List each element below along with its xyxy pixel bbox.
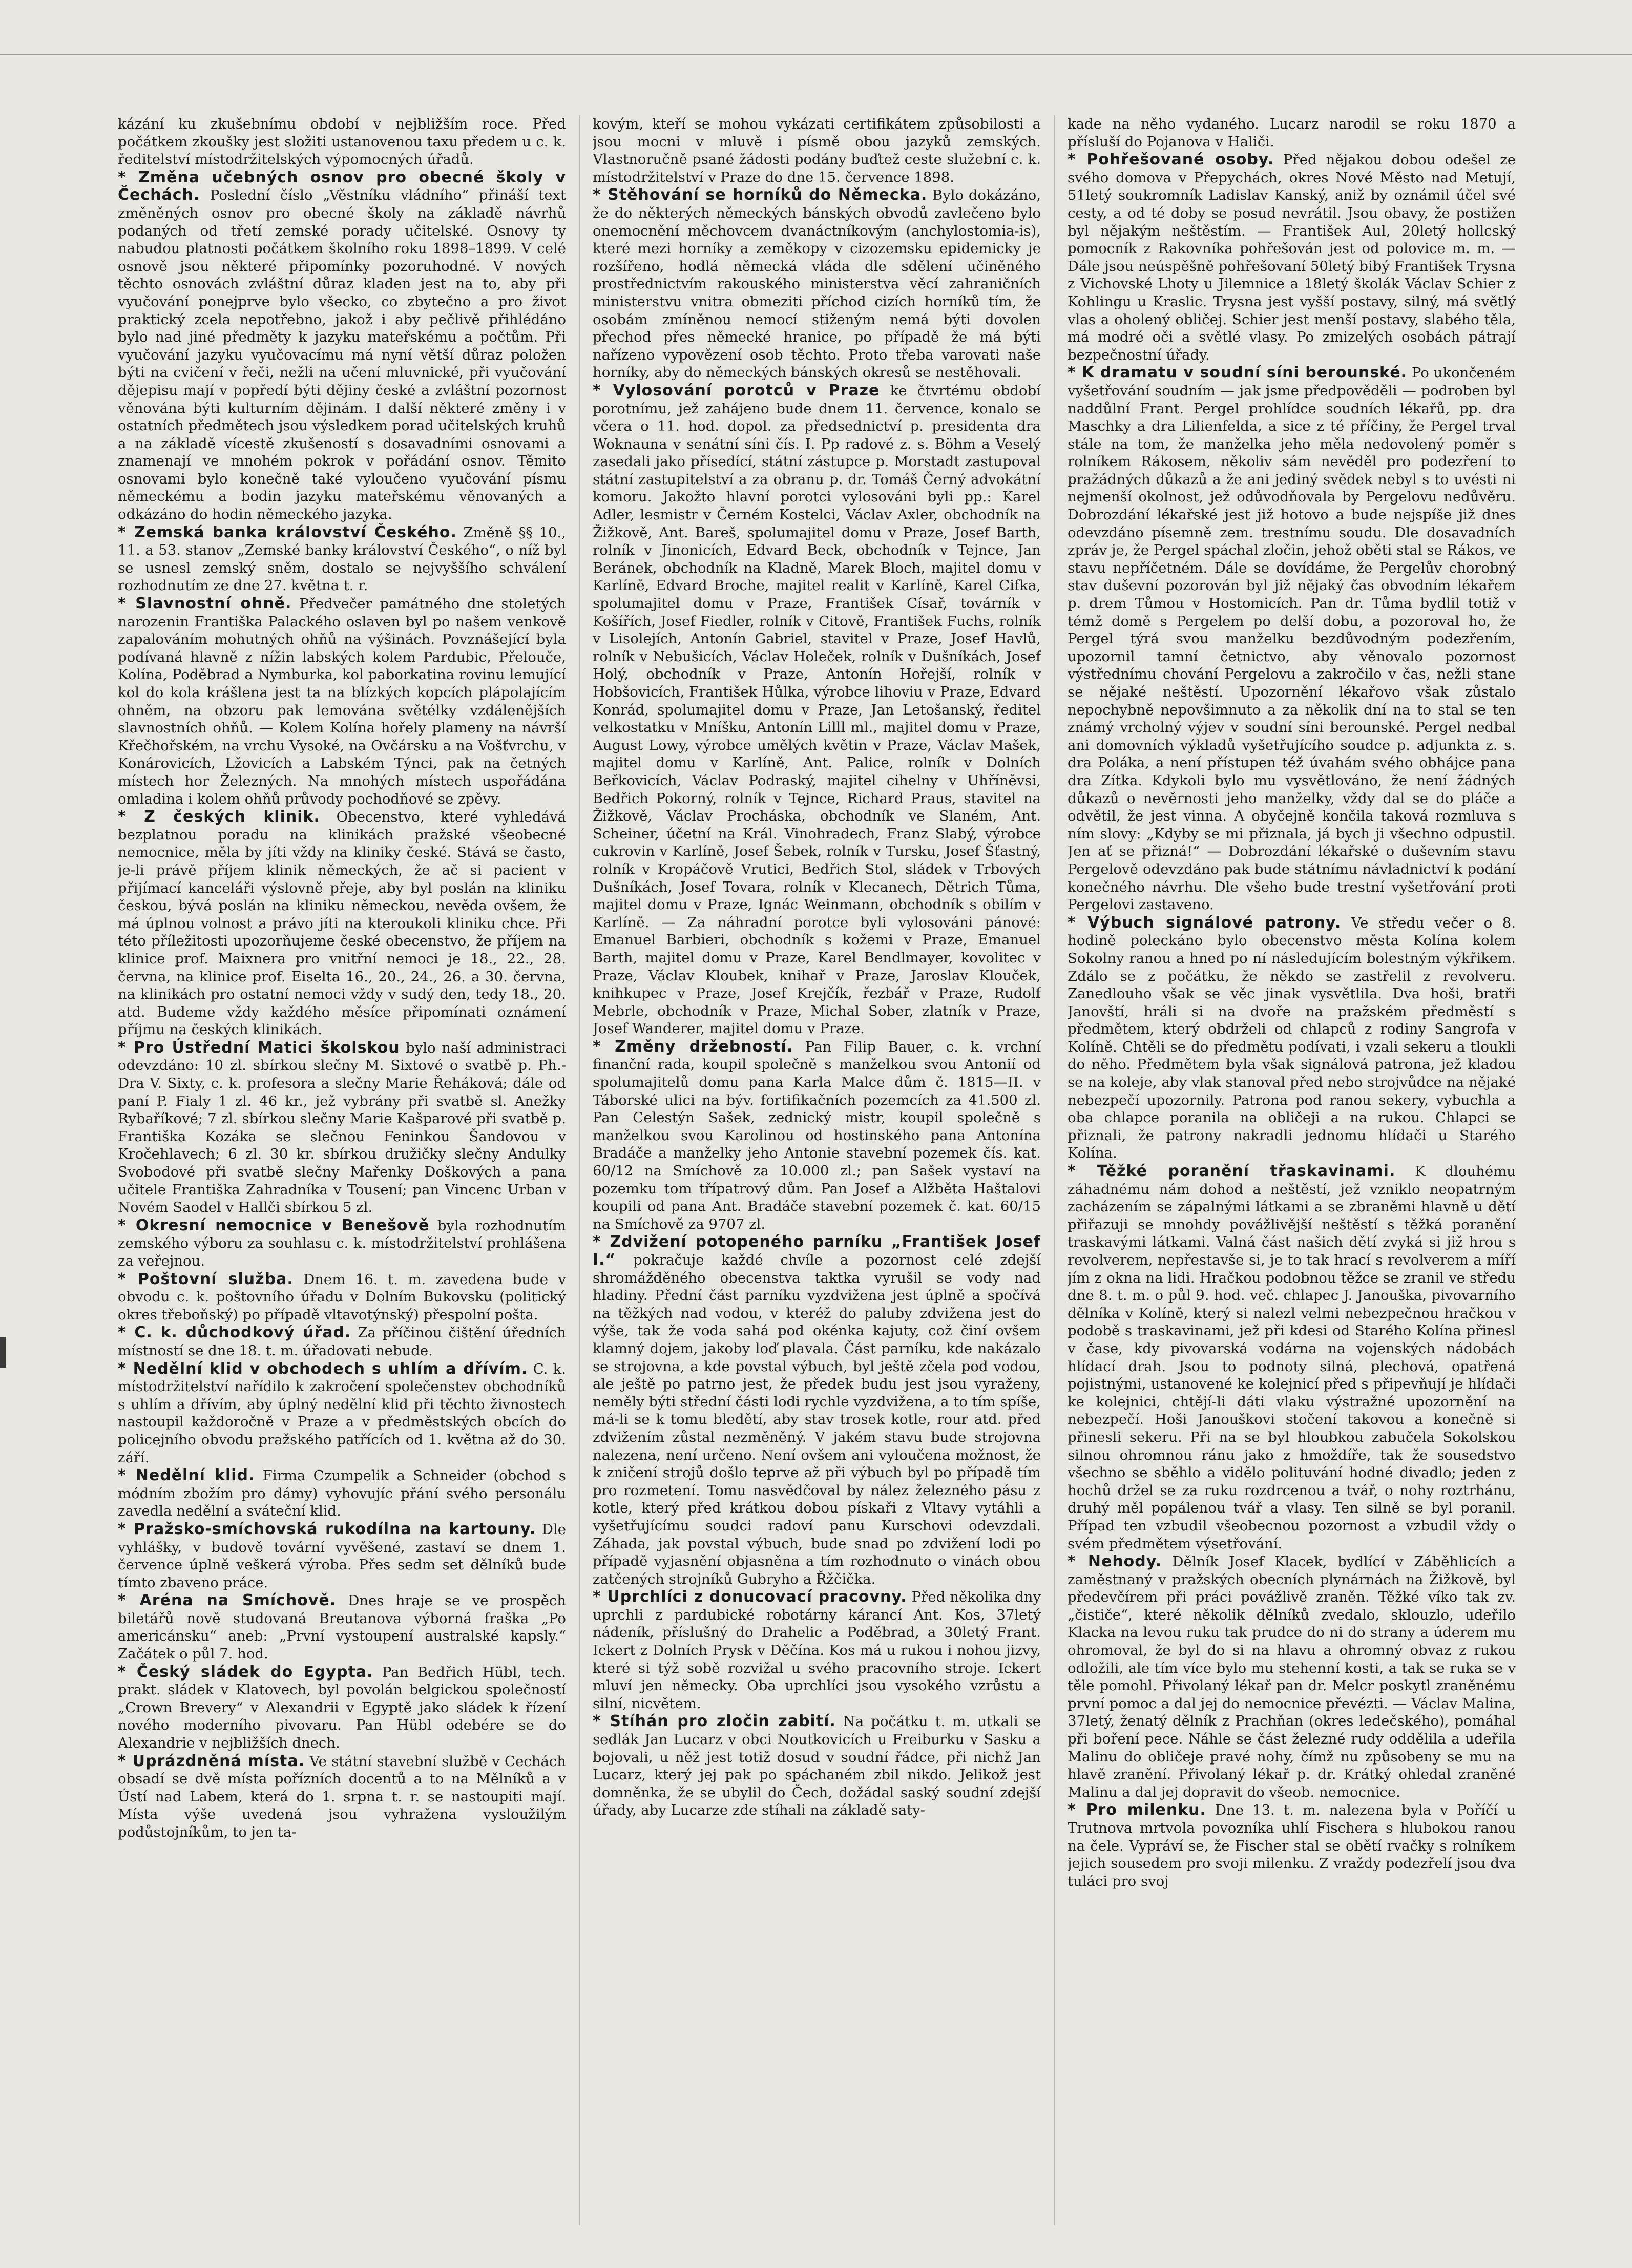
article-text: K dlouhému záhadnému nám dohod a neštěstí, jež vzniklo neopatrným zacházením se zápalnými látkami a se zbraněmi hlavně u dětí přiřazuji se mnohdy povážlivější neštěstí s těžká poranění traskavými látkami. Valná část našich dětí zvyká si již hrou s revolverem, nepřestavše si, je to tak hrací s revolverem a míří jím z okna na lidi. Hračkou podobnou těžce se zranil ve středu dne 8. t. m. o půl 9. hod. več. chlapec J. Janouška, pivovarního dělníka v Kolíně, který si nalezl velmi nebezpečnou hračkou v podobě s traskavinami, jež při kdesi od Starého Kolína přinesl v čase, kdy pivovarská vodárna na vojenských nádobách hlídací drah. Jsou to podnoty silná, plechová, opatřená pojistnými, ustanovené ke kolejnicí před s připevňují je hlídači ke kolejnici, chtějí-li dáti vlaku výstražné upozornění na nebezpečí. Hoši Janouškovi stočení takovou a konečně si přinesli sekeru. Při na se byl hloubkou zabučela Sokolskou silnou ohromnou ránu jako z hmoždíře, tak že sousedstvo všechno se sběhlo a vidělo polituvání hodné divadlo; jeden z hochů držel se za ruku rozdrcenou a tvář, o nohy roztrhánu, druhý měl popálenou tvář a vlasy. Ten silně se byl poranil. Případ ten vzbudil všeobecnou pozornost a vzbudil vždy o svém předmětem výsetřování. xyxy=(1068,1163,1516,1552)
article-paragraph xyxy=(593,382,1041,1038)
article-paragraph xyxy=(118,1360,566,1467)
article-headline: * Vylosování porotců v Praze xyxy=(593,381,880,400)
article-text: Na počátku t. m. utkali se sedlák Jan Lucarz v obci Noutkovicích u Freiburku v Sasku a bojovali, u něž jest totiž dosud v soudní řádce, při nichž Jan Lucarz, který jej pak po spáchaném zbil nikdo. Jelikož jest domněnka, že se ubylil do Čech, dožádal saský soudní zdejší úřady, aby Lucarze zde stíhali na základě saty- xyxy=(593,1713,1041,1819)
article-headline: * Zemská banka království Českého. xyxy=(118,523,457,541)
article-text: Dle vyhlášky, v budově tovární vyvěšené, zastaví se dnem 1. července úplně veškerá výroba. Přes sedm set dělníků bude tímto zbaveno práce. xyxy=(118,1521,566,1591)
article-paragraph xyxy=(593,1038,1041,1233)
top-rule xyxy=(0,54,1632,55)
article-text: byla rozhodnutím zemského výboru za souhlasu c. k. místodržitelství prohlášena za veřejnou. xyxy=(118,1217,566,1269)
article-headline: * Aréna na Smíchově. xyxy=(118,1591,337,1610)
article-paragraph xyxy=(118,1324,566,1359)
article-headline: * Stěhování se horníků do Německa. xyxy=(593,186,928,204)
article-paragraph xyxy=(1068,914,1516,1162)
article-text: Bylo dokázáno, že do některých německých bánských obvodů zavlečeno bylo onemocnění měchovcem dvanáctníkovým (anchylostomia-is), které mezi horníky a zeměkopy v cizozemsku epidemicky je rozšířeno, hodlá německá vláda dle sdělení učiněného prostřednictvím rakouského ministerstva věcí zahraničních ministerstvu vnitra obmeziti příchod cizích horníků tím, že osobám zmíněnou nemocí stiženým nemá býti dovolen přechod přes německé hranice, po případě že má býti nařízeno vypovězení osob těchto. Proto třeba varovati naše horníky, aby do německých bánských okresů se nestěhovali. xyxy=(593,187,1041,381)
article-headline: * Pro Ústřední Matici školskou xyxy=(118,1038,400,1057)
article-headline: * C. k. důchodkový úřad. xyxy=(118,1324,351,1342)
article-text: Po ukončeném vyšetřování soudním — jak jsme předpověděli — podroben byl naddůlní Frant. Pergel prohlídce soudních lékařů, pp. dra Maschky a dra Lilienfelda, a sice z té příčiny, že Pergel trval stále na tom, že manželka jeho měla nedovolený poměr s rolníkem Rákosem, několiv sám nevěděl pro podezření to pražádných důkazů a že ani jediný svědek nebyl s to uvésti ni nejmenší okolnost, jež odůvodňovala by Pergelovu nedůvěru. Dobrozdání lékařské jest již hotovo a bude nejspíše již dnes odevzdáno písemně zem. trestnímu soudu. Dle dosavadních zpráv je, že Pergel spáchal zločin, jehož oběti stal se Rákos, ve stavu nepříčetném. Dále se dovídáme, že Pergelův chorobný stav duševní pozorován byl již nějaký čas obvodním lékařem p. drem Tůmou v Hostomicích. Pan dr. Tůma bydlil totiž v témž domě s Pergelem po delší dobu, a pozoroval ho, že Pergel týrá svou manželku bezdůvodným podezřením, upozornil tamní četnictvo, aby věnovalo pozornost výstřednímu chování Pergelovu a zakročilo v čas, nežli stane se nějaké neštěstí. Upozornění lékařovo však zůstalo nepochybně nepovšimnuto a za několik dní na to stal se ten známý vrcholný výjev v soudní síni berounské. Pergel nedbal ani domovních výkladů vyšetřujícího soudce p. adjunkta z. s. dra Poláka, a není přístupen též úvahám svého obhájce pana dra Zítka. Kdykoli bylo mu vysvětlováno, že není žádných důkazů o nevěrnosti jeho manželky, vždy dal se do pláče a odvětil, že jest vinna. A obyčejně končila taková rozmluva s ním slovy: „Kdyby se mi přiznala, já bych ji všechno odpustil. Jen ať se přizná!“ — Dobrozdání lékařské o duševním stavu Pergelově odevzdáno pak bude státnímu návladnictví k podání konečného návrhu. Dle všeho bude trestní vyšetřování proti Pergelovi zastaveno. xyxy=(1068,365,1516,913)
article-paragraph xyxy=(118,524,566,595)
article-headline: * Těžké poranění třaskavinami. xyxy=(1068,1162,1396,1181)
article-text: Před nějakou dobou odešel ze svého domova v Přepychách, okres Nové Město nad Metují, 51letý soukromník Ladislav Kanský, aniž by oznámil účel své cesty, a od té doby se posud nevrátil. Jsou obavy, že postižen byl nějakým neštěstím. — František Aul, 20letý hollcský pomocník z Rakovníka pohřešován jest od polovice m. m. — Dále jsou neúspěšně pohřešovaní 50letý bibý František Trysna z Vichovské Lhoty u Jilemnice a 18letý školák Václav Schier z Kohlingu u Kraslic. Trysna jest vyšší postavy, silný, má světlý vlas a oholený obličej. Schier jest menší postavy, slabého těla, má modré oči a světlé vlasy. Po zmizelých osobách pátrají bezpečnostní úřady. xyxy=(1068,152,1516,363)
article-text: kade na něho vydaného. Lucarz narodil se roku 1870 a přísluší do Pojanova v Haliči. xyxy=(1068,116,1516,150)
article-headline: * Uprchlíci z donucovací pracovny. xyxy=(593,1588,907,1606)
article-text: Dělník Josef Klacek, bydlící v Záběhlicích a zaměstnaný v pražských obecních plynárnách na Žižkově, byl předevčírem při práci povážlivě zraněn. Těžké víko tak zv. „čističe“, které několik dělníků zvedalo, sklouzlo, udeřilo Klacka na levou ruku tak prudce do ni do strany a úderem mu ohromoval, že byl do si na hlavu a ohromný obvaz z rukou odložili, ale tím více bylo mu stehenní kosti, a tak se ruka se v těle pomohl. Přivolaný lékař pan dr. Melcr poskytl zraněnému první pomoc a dal jej do nemocnice převézti. — Václav Malina, 37letý, ženatý dělník z Prachňan (okres ledečského), pomáhal při boření pece. Náhle se část železné rudy oddělila a udeřila Malinu do obličeje pravé nohy, čímž nu způsobeny se mu na hlavě zranění. Přivolaný lékař p. dr. Krátký ohledal zraněné Malinu a dal jej dopravit do všeob. nemocnice. xyxy=(1068,1553,1516,1800)
article-headline: * Z českých klinik. xyxy=(118,808,320,826)
article-headline: * Pohřešované osoby. xyxy=(1068,151,1274,169)
article-paragraph xyxy=(1068,151,1516,364)
article-paragraph xyxy=(118,1592,566,1663)
article-paragraph xyxy=(118,115,566,169)
article-headline: * Výbuch signálové patrony. xyxy=(1068,913,1342,932)
column-1 xyxy=(118,115,566,2225)
article-paragraph xyxy=(118,1271,566,1324)
article-text: kázání ku zkušebnímu období v nejbližším roce. Před počátkem zkoušky jest složiti ustanovenou taxu předem u c. k. ředitelství místodržitelských výpomocných úřadů. xyxy=(118,116,566,168)
article-headline: * Pražsko-smíchovská rukodílna na kartouny. xyxy=(118,1520,536,1538)
article-text: Firma Czumpelik a Schneider (obchod s módním zbožím pro dámy) vyhovujíc přání svého personálu zavedla nedělní a sváteční klid. xyxy=(118,1467,566,1520)
article-text: kovým, kteří se mohou vykázati certifikátem způsobilosti a jsou mocni v mluvě i písmě obou jazyků zemských. Vlastnoručně psané žádosti podány buďtež ceste služební c. k. místodržitelství v Praze do dne 15. července 1898. xyxy=(593,116,1041,185)
article-paragraph xyxy=(118,1521,566,1591)
article-headline: * Poštovní služba. xyxy=(118,1270,294,1288)
article-text: C. k. místodržitelství nařídilo k zakročení společenstev obchodníků s uhlím a dřívím, aby úplný nedělní klid při těchto živnostech nastoupil každoročně v Praze a v předměstských obcích do policejního obvodu pražského patřících od 1. května až do 30. září. xyxy=(118,1360,566,1466)
article-headline: * Nedělní klid. xyxy=(118,1466,255,1485)
article-headline: * Český sládek do Egypta. xyxy=(118,1663,373,1681)
article-paragraph xyxy=(593,1713,1041,1819)
article-paragraph xyxy=(1068,1163,1516,1552)
article-paragraph xyxy=(593,186,1041,382)
article-text: bylo naší administraci odevzdáno: 10 zl. sbírkou slečny M. Sixtové o svatbě p. Ph.-Dra V. Sixty, c. k. profesora a slečny Marie Řeháková; dále od paní P. Fialy 1 zl. 46 kr., jež vybrány při svatbě sl. Anežky Rybaříkové; 7 zl. sbírkou slečny Marie Kašparové při svatbě p. Františka Kozáka se slečnou Feninkou Šandovou v Kročehlavech; 6 zl. 30 kr. sbírkou družičky slečny Andulky Svobodové při svatbě slečny Mařenky Doškových a pana učitele Františka Zahradníka v Tousení; pan Vincenc Urban v Novém Saodel v Hallči sbírkou 5 zl. xyxy=(118,1039,566,1216)
article-paragraph xyxy=(118,595,566,808)
article-paragraph xyxy=(593,1588,1041,1712)
article-text: Ve státní stavební službě v Cechách obsadí se dvě místa pořízních docentů a to na Mělníků a v Ústí nad Labem, která do 1. srpna t. r. se nastoupiti mají. Místa výše uvedená jsou vyhražena vysloužilým podůstojníkům, to jen ta- xyxy=(118,1753,566,1840)
article-headline: * Uprázdněná místa. xyxy=(118,1752,305,1770)
article-text: ke čtvrtému období porotnímu, jež zahájeno bude dnem 11. července, konalo se včera o 11. hod. dopol. za předsednictví p. presidenta dra Woknauna v senátní síni čís. I. Pp radové z. s. Böhm a Veselý zasedali jako přísedící, státní zástupce p. Morstadt zastupoval státní zastupitelství a za obranu p. dr. Tomáš Černý advokátní komoru. Jakožto hlavní porotci vylosováni byli pp.: Karel Adler, lesmistr v Černém Kostelci, Václav Axler, obchodník na Žižkově, Ant. Bareš, spolumajitel domu v Praze, Josef Barth, rolník v Jinonicích, Edvard Beck, obchodník v Tejnce, Jan Beránek, obchodník na Kladně, Marek Bloch, majitel domu v Karlíně, Edvard Broche, majitel realit v Karlíně, Karel Cifka, spolumajitel domu v Praze, František Císař, továrník v Košířích, Josef Fiedler, rolník v Citově, František Fuchs, rolník v Lisolejích, Antonín Gabriel, stavitel v Praze, Josef Havlů, rolník v Nebušicích, Václav Holeček, rolník v Dušníkách, Josef Holý, obchodník v Praze, Antonín Hořejší, rolník v Hobšovicích, František Hůlka, výrobce lihoviu v Praze, Edvard Konrád, spolumajitel domu v Praze, Jan Letošanský, ředitel velkostatku v Mníšku, Antonín Lilll ml., majitel domu v Praze, August Lowy, výrobce umělých květin v Praze, Václav Mašek, majitel domu v Karlíně, Ant. Palice, rolník v Dolních Beřkovicích, Václav Podraský, majitel cihelny v Uhříněvsi, Bedřich Pokorný, rolník v Tejnce, Richard Praus, stavitel na Žižkově, Václav Procháska, obchodník ve Slaném, Ant. Scheiner, účetní na Král. Vinohradech, Franz Slabý, výrobce cukrovin v Karlíně, Josef Šebek, rolník v Tursku, Josef Šťastný, rolník v Kropáčově Vrutici, Bedřich Stol, sládek v Trbových Dušníkách, Josef Tovara, rolník v Klecanech, Dětrich Tůma, majitel domu v Praze, Ignác Weinmann, obchodník s obilím v Karlíně. — Za náhradní porotce byli vylosováni pánové: Emanuel Barbieri, obchodník s kožemi v Praze, Emanuel Barth, majitel domu v Praze, Karel Bendlmayer, kovolitec v Praze, Václav Kloubek, knihař v Praze, Jaroslav Klouček, knihkupec v Praze, Josef Krejčík, řezbář v Praze, Rudolf Mebrle, obchodník v Praze, Michal Sober, zlatník v Praze, Josef Wanderer, majitel domu v Praze. xyxy=(593,382,1041,1037)
column-3 xyxy=(1068,115,1516,2225)
article-paragraph xyxy=(118,169,566,523)
article-paragraph xyxy=(118,1467,566,1520)
article-paragraph xyxy=(1068,115,1516,151)
newspaper-page xyxy=(118,115,1516,2225)
article-paragraph xyxy=(1068,364,1516,913)
article-paragraph xyxy=(593,1233,1041,1588)
article-text: Pan Filip Bauer, c. k. vrchní finanční rada, koupil společně s manželkou svou Antonií od spolumajitelů domu pana Karla Malce dům č. 1815—II. v Táborské ulici na býv. fortifikačních pozemcích za 41.500 zl. Pan Celestýn Sašek, zednický mistr, koupil společně s manželkou svou Karolinou od hostinského pana Antonína Bradáče a manželky jeho Antonie stavební pozemek čís. kat. 60/12 na Smíchově za 10.000 zl.; pan Sašek vystaví na pozemku tom třípatrový dům. Pan Josef a Alžběta Haštalovi koupili od pana Ant. Bradáče stavební pozemek č. kat. 60/15 na Smíchově za 9707 zl. xyxy=(593,1038,1041,1232)
article-paragraph xyxy=(118,808,566,1039)
article-headline: * Stíhán pro zločin zabití. xyxy=(593,1712,836,1731)
article-headline: * Zdvižení potopeného parníku „František Josef I.“ xyxy=(593,1233,1041,1269)
edge-mark xyxy=(0,1337,6,1368)
article-headline: * Změny držebností. xyxy=(593,1037,793,1056)
article-headline: * Okresní nemocnice v Benešově xyxy=(118,1216,430,1234)
article-paragraph xyxy=(593,115,1041,186)
article-paragraph xyxy=(1068,1553,1516,1801)
article-headline: * Pro milenku. xyxy=(1068,1801,1206,1819)
article-text: Ve středu večer o 8. hodině poleckáno bylo obecenstvo města Kolína kolem Sokolny ranou a hned po ní následujícím bolestným výkřikem. Zdálo se z počátku, že někdo se zastřelil z revolveru. Zanedlouho však se věc jinak vysvětlila. Dva hoši, bratři Janovští, hráli si na dvoře na pražském předměstí s předmětem, který obdrželi od chlapců z rodiny Sangrofa v Kolíně. Chtěli se do předmětu podívati, i vzali sekeru a tloukli do něho. Předmětem byla však signálová patrona, jež kladou se na koleje, aby vlak stanoval před nebo strojvůdce na nějaké nebezpečí upozornily. Patrona pod ranou sekery, vybuchla a oba chlapce poranila na obličeji a na rukou. Chlapci se přiznali, že patrony nakradli jednomu hlídači u Starého Kolína. xyxy=(1068,914,1516,1162)
article-headline: * Nedělní klid v obchodech s uhlím a dřívím. xyxy=(118,1359,528,1378)
article-text: Dne 13. t. m. nalezena byla v Poříčí u Trutnova mrtvola povozníka uhlí Fischera s hlubokou ranou na čele. Vypráví se, že Fischer stal se obětí rvačky s rolníkem jejich sousedem pro svoji milenku. Z vraždy podezřelí jsou dva tuláci pro svoj xyxy=(1068,1802,1516,1889)
article-headline: * Slavnostní ohně. xyxy=(118,595,292,613)
article-text: Dnes hraje se ve prospěch biletářů nově studovaná Breutanova výborná fraška „Po americánsku“ aneb: „První vystoupení australské kapsly.“ Začátek o půl 7. hod. xyxy=(118,1592,566,1663)
article-text: Dnem 16. t. m. zavedena bude v obvodu c. k. poštovního úřadu v Dolním Bukovsku (politický okres třeboňský) po případě vltavotýnský) přespolní pošta. xyxy=(118,1271,566,1323)
article-headline: * K dramatu v soudní síni berounské. xyxy=(1068,364,1407,382)
article-text: Poslední číslo „Věstníku vládního“ přináší text změněných osnov pro obecné školy na základě návrhů podaných od třetí zemské porady učitelské. Osnovy ty nabudou platnosti počátkem školního roku 1898–1899. V celé osnově jsou některé připomínky pozoruhodné. V nových těchto osnovách zvláštní důraz kladen jest na to, aby při vyučování ponejprve bylo všecko, co zbytečno a pro život praktický zcela nepotřebno, jakož i aby pečlivě přihlédáno bylo nad jiné předměty k jazyku mateřskému a počtům. Při vyučování jazyku vyučovacímu má nyní větší důraz položen býti na cvičení v řeči, nežli na učení mluvnické, při vyučování dějepisu mají v popředí býti dějiny české a zvláštní pozornost věnována býti kulturním dějinám. I další některé změny i v ostatních předmětech jsou výsledkem porad učitelských kruhů a na základě vícestě zkušeností s dosavadními osnovami a znamenají ve mnohém pokrok v pořádání osnov. Těmito osnovami bylo konečně také vyloučeno vyučování písmu německému a bodin jazyku mateřskému věnovaných a odkázáno do hodin německého jazyka. xyxy=(118,187,566,523)
article-text: Obecenstvo, které vyhledává bezplatnou poradu na klinikách pražské všeobecné nemocnice, měla by jíti vždy na kliniky české. Stává se často, je-li právě příjem klinik německých, že ač si pacient v přijímací kanceláři výslovně přeje, aby byl poslán na kliniku českou, bývá poslán na kliniku německou, nevěda ovšem, že má úplnou volnost a právo jíti na kteroukoli kliniku chce. Při této příležitosti upozorňujeme české obecenstvo, že příjem na klinice prof. Maixnera pro vnitřní nemoci je 18., 22., 28. června, na klinice prof. Eiselta 16., 20., 24., 26. a 30. června, na klinikách pro ostatní nemoci vždy v sudý den, tedy 18., 20. atd. Budeme vždy každého měsíce připomínati oznámení příjmu na českých klinikách. xyxy=(118,809,566,1038)
article-text: Změně §§ 10., 11. a 53. stanov „Zemské banky království Českého“, o níž byl se usnesl zemský sněm, dostalo se nejvyššího schválení rozhodnutím ze dne 27. května t. r. xyxy=(118,524,566,594)
article-text: Předvečer památného dne stoletých narozenin Františka Palackého oslaven byl po našem venkově zapalováním mohutných ohňů na výšinách. Povznášející byla podívaná hlavně z nížin labských kolem Pardubic, Přelouče, Kolína, Poděbrad a Nymburka, kol paborkatina rovinu lemující kol do kola krášlena jest ta na blízkých kopcích plápolajícím ohněm, na obzoru pak lemována světélky vzdálenějších slavnostních ohňů. — Kolem Kolína hořely plameny na návrší Křečhořském, na vrchu Vysoké, na Ovčársku a na Vošťvrchu, v Konárovicích, Lžovicích a Labském Týnci, pak na četných místech hor Železných. Na mnohých místech uspořádána omladina i kolem ohňů průvody pochodňové se zpěvy. xyxy=(118,596,566,807)
article-text: pokračuje každé chvíle a pozornost celé zdejší shromážděného obecenstva taktka vyrušil se vody nad hladiny. Přední část parníku vyzdvižena jest úplně a spočívá na těžkých nad vodou, v kteréž do paluby zdvižena jest do výše, tak že voda sahá pod okénka kajuty, což činí ovšem klamný dojem, jakoby loď plavala. Část parníku, kde nakázalo se strojovna, a kde povstal výbuch, byl ještě zčela pod vodou, ale ještě po patrno jest, že předek budu jest jsou vyraženy, neměly býti střední části lodi rychle vyzdvižena, a to tím spíše, má-li se k tomu bledětí, aby stav trosek kotle, rour atd. před zdvižením zůstal nezměněný. V jakém stavu bude strojovna nalezena, není určeno. Není ovšem ani vyloučena možnost, že k zničení strojů došlo teprve až při výbuch byl po případě tím pro rozmetení. Tomu nasvědčoval by nález železného pásu z kotle, který před krátkou dobou pískaři z Vltavy vytáhli a vyšetřujícímu soudci radoví panu Kurschovi odevzdali. Záhada, jak povstal výbuch, bude snad po zdvižení lodi po případě vyjasnění objasněna a tím rozhodnuto o vinách obou zatčených strojníků Gubryho a Řžčička. xyxy=(593,1252,1041,1587)
column-2 xyxy=(593,115,1041,2225)
article-text: Před několika dny uprchli z pardubické robotárny kárancí Ant. Kos, 37letý nádeník, příslušný do Drahelic a Poděbrad, a 30letý Frant. Ickert z Dolních Prysk v Děčína. Kos má u rukou i nohou jizvy, které si týž sobě rozvižal u svého pracovního stroje. Ickert mluví jen německy. Oba uprchlíci jsou vysokého vzrůstu a silní, nicvětem. xyxy=(593,1589,1041,1712)
article-paragraph xyxy=(118,1753,566,1841)
article-paragraph xyxy=(118,1217,566,1270)
article-paragraph xyxy=(118,1664,566,1752)
article-text: Pan Bedřich Hübl, tech. prakt. sládek v Klatovech, byl povolán belgickou společností „Crown Brevery“ v Alexandrii v Egyptě jako sládek k řízení nového moderního pivovaru. Pan Hübl odebére se do Alexandrie v nejbližších dnech. xyxy=(118,1664,566,1752)
article-paragraph xyxy=(118,1039,566,1216)
article-text: Za příčinou čištění úředních místností se dne 18. t. m. úřadovati nebude. xyxy=(118,1325,566,1359)
article-headline: * Změna učebných osnov pro obecné školy v Čechách. xyxy=(118,168,566,204)
article-paragraph xyxy=(1068,1801,1516,1890)
article-headline: * Nehody. xyxy=(1068,1552,1162,1571)
